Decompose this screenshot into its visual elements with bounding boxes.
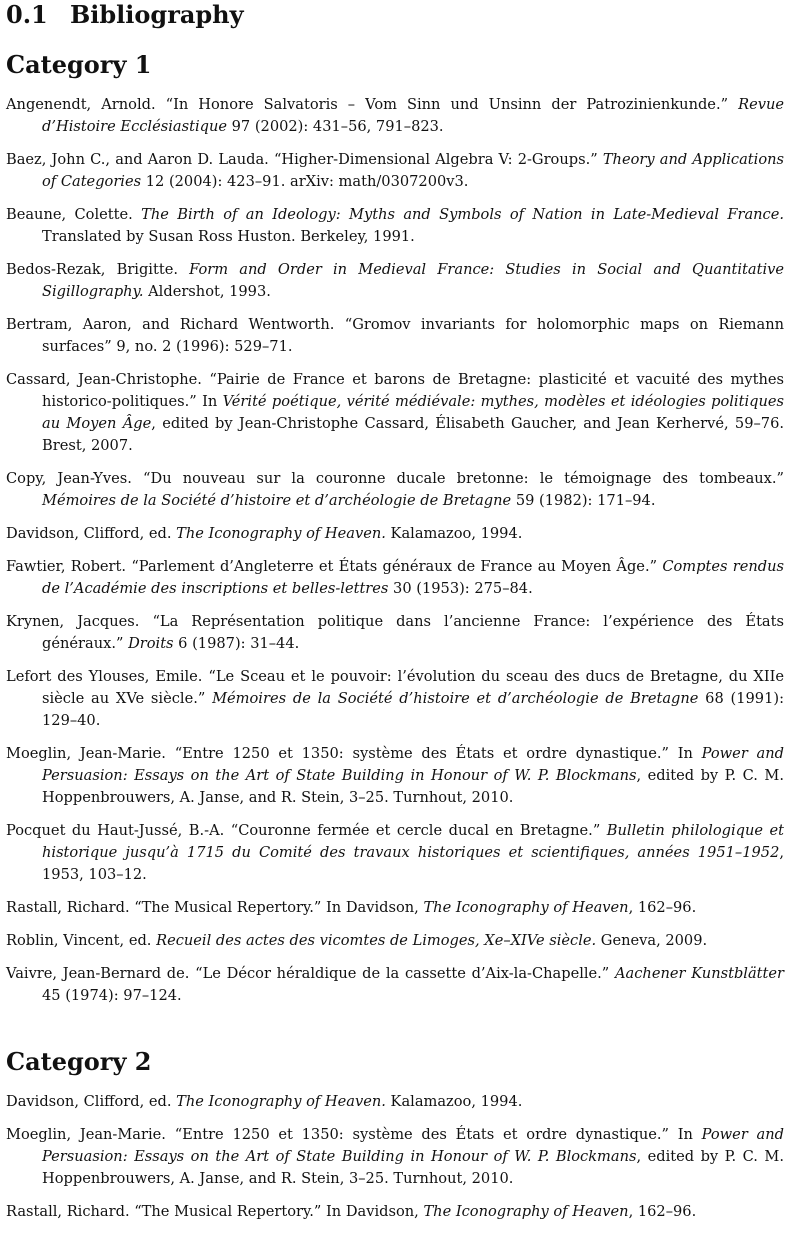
- entry-text: Kalamazoo, 1994.: [385, 1093, 523, 1110]
- entry-text: 97 (2002): 431–56, 791–823.: [227, 118, 444, 135]
- entry-text: 59 (1982): 171–94.: [511, 492, 656, 509]
- bibliography-entry: [6, 204, 784, 248]
- entry-title-italic: Bulletin philologique et historique jusqu’à 1715 du Comité des travaux historiques et scientifiques, années 1951–1952: [42, 822, 784, 861]
- entry-text: Moeglin, Jean-Marie. “Entre 1250 et 1350: système des États et ordre dynastique.” In: [6, 1126, 702, 1143]
- entry-title-italic: Comptes rendus de l’Académie des inscriptions et belles-lettres: [42, 558, 784, 597]
- entry-list: [6, 1091, 784, 1223]
- section-title: Bibliography: [70, 0, 244, 29]
- bibliography-entry: [6, 930, 784, 952]
- entry-text: 6 (1987): 31–44.: [173, 635, 300, 652]
- entry-title-italic: Mémoires de la Société d’histoire et d’archéologie de Bretagne: [42, 492, 512, 509]
- entry-title-italic: Power and Persuasion: Essays on the Art of State Building in Honour of W. P. Blockmans: [42, 745, 785, 784]
- entry-title-italic: Aachener Kunstblätter: [615, 965, 784, 982]
- bibliography-entry: [6, 149, 784, 193]
- bibliography-entry: [6, 743, 784, 809]
- entry-text: Translated by Susan Ross Huston. Berkeley, 1991.: [42, 228, 415, 245]
- entry-text: , 1953, 103–12.: [42, 844, 784, 883]
- entry-text: Aldershot, 1993.: [143, 283, 271, 300]
- entry-text: 12 (2004): 423–91. arXiv: math/0307200v3.: [141, 173, 469, 190]
- bibliography-entry: [6, 556, 784, 600]
- entry-title-italic: Power and Persuasion: Essays on the Art of State Building in Honour of W. P. Blockmans: [42, 1126, 785, 1165]
- entry-title-italic: Mémoires de la Société d’histoire et d’archéologie de Bretagne: [212, 690, 699, 707]
- entry-title-italic: Recueil des actes des vicomtes de Limoges, Xe–XIVe siècle.: [156, 932, 597, 949]
- category-title: Category 1: [6, 50, 152, 79]
- entry-title-italic: The Iconography of Heaven.: [176, 1093, 386, 1110]
- entry-title-italic: The Iconography of Heaven.: [176, 525, 386, 542]
- category-2: [6, 1047, 784, 1223]
- entry-text: Rastall, Richard. “The Musical Repertory.” In Davidson,: [6, 1203, 424, 1220]
- entry-text: Bertram, Aaron, and Richard Wentworth. “Gromov invariants for holomorphic maps on Riemann surfaces” 9, no. 2 (1996): 529–71.: [6, 316, 784, 355]
- entry-text: Vaivre, Jean-Bernard de. “Le Décor héraldique de la cassette d’Aix-la-Chapelle.”: [6, 965, 616, 982]
- entry-text: Davidson, Clifford, ed.: [6, 1093, 177, 1110]
- bibliography-entry: [6, 1091, 784, 1113]
- entry-text: , edited by P. C. M. Hoppenbrouwers, A. Janse, and R. Stein, 3–25. Turnhout, 2010.: [42, 1148, 784, 1187]
- entry-list: [6, 94, 784, 1007]
- bibliography-entry: [6, 259, 784, 303]
- entry-text: Angenendt, Arnold. “In Honore Salvatoris – Vom Sinn und Unsinn der Patrozinienkunde.”: [6, 96, 739, 113]
- entry-text: 30 (1953): 275–84.: [388, 580, 533, 597]
- bibliography-entry: [6, 369, 784, 457]
- entry-text: Beaune, Colette.: [6, 206, 142, 223]
- entry-text: , 162–96.: [628, 1203, 697, 1220]
- entry-text: Baez, John C., and Aaron D. Lauda. “Higher-Dimensional Algebra V: 2-Groups.”: [6, 151, 603, 168]
- entry-title-italic: Revue d’Histoire Ecclésiastique: [42, 96, 784, 135]
- entry-text: Rastall, Richard. “The Musical Repertory.” In Davidson,: [6, 899, 424, 916]
- entry-title-italic: The Birth of an Ideology: Myths and Symbols of Nation in Late-Medieval France.: [141, 206, 784, 223]
- bibliography-page: [6, 0, 784, 1234]
- entry-title-italic: The Iconography of Heaven: [423, 1203, 629, 1220]
- entry-text: Davidson, Clifford, ed.: [6, 525, 177, 542]
- entry-text: Copy, Jean-Yves. “Du nouveau sur la couronne ducale bretonne: le témoignage des tombeaux.”: [6, 470, 784, 487]
- bibliography-entry: [6, 1201, 784, 1223]
- entry-title-italic: Droits: [128, 635, 174, 652]
- entry-title-italic: Vérité poétique, vérité médiévale: mythes, modèles et idéologies politiques au Moyen Âge: [42, 393, 784, 432]
- entry-text: Krynen, Jacques. “La Représentation politique dans l’ancienne France: l’expérience des États généraux.”: [6, 613, 784, 652]
- bibliography-entry: [6, 820, 784, 886]
- bibliography-entry: [6, 314, 784, 358]
- entry-title-italic: Theory and Applications of Categories: [42, 151, 784, 190]
- section-heading: [6, 0, 784, 30]
- entry-text: Lefort des Ylouses, Emile. “Le Sceau et le pouvoir: l’évolution du sceau des ducs de Bretagne, du XIIe siècle au XVe siècle.”: [6, 668, 784, 707]
- entry-text: Roblin, Vincent, ed.: [6, 932, 157, 949]
- entry-text: , 162–96.: [628, 899, 697, 916]
- entry-title-italic: Form and Order in Medieval France: Studies in Social and Quantitative Sigillography.: [42, 261, 784, 300]
- bibliography-entry: [6, 468, 784, 512]
- bibliography-entry: [6, 897, 784, 919]
- bibliography-entry: [6, 94, 784, 138]
- bibliography-entry: [6, 523, 784, 545]
- entry-title-italic: The Iconography of Heaven: [423, 899, 629, 916]
- entry-text: 45 (1974): 97–124.: [42, 987, 182, 1004]
- entry-text: Geneva, 2009.: [596, 932, 708, 949]
- entry-text: Pocquet du Haut-Jussé, B.-A. “Couronne fermée et cercle ducal en Bretagne.”: [6, 822, 607, 839]
- bibliography-entry: [6, 611, 784, 655]
- bibliography-entry: [6, 1124, 784, 1190]
- bibliography-entry: [6, 963, 784, 1007]
- section-number: 0.1: [6, 0, 48, 29]
- entry-text: Bedos-Rezak, Brigitte.: [6, 261, 190, 278]
- entry-text: , edited by Jean-Christophe Cassard, Élisabeth Gaucher, and Jean Kerhervé, 59–76. Brest, 2007.: [42, 415, 785, 454]
- entry-text: Kalamazoo, 1994.: [385, 525, 523, 542]
- bibliography-entry: [6, 666, 784, 732]
- entry-text: , edited by P. C. M. Hoppenbrouwers, A. Janse, and R. Stein, 3–25. Turnhout, 2010.: [42, 767, 784, 806]
- entry-text: Moeglin, Jean-Marie. “Entre 1250 et 1350: système des États et ordre dynastique.” In: [6, 745, 702, 762]
- entry-text: Fawtier, Robert. “Parlement d’Angleterre et États généraux de France au Moyen Âge.”: [6, 558, 663, 575]
- category-1: [6, 50, 784, 1007]
- category-title: Category 2: [6, 1047, 152, 1076]
- entry-text: 68 (1991): 129–40.: [42, 690, 784, 729]
- entry-text: Cassard, Jean-Christophe. “Pairie de France et barons de Bretagne: plasticité et vacuité des mythes historico-politiques.” In: [6, 371, 784, 410]
